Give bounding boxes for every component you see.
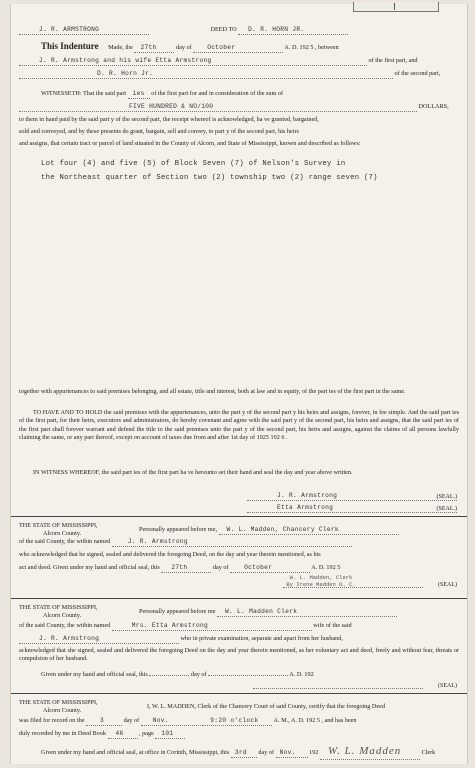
first-part-label: of the first part, and xyxy=(368,57,418,64)
party-two: D. R. Horn Jr. xyxy=(19,70,393,79)
ack1-month: October xyxy=(230,564,310,573)
signature-line-1 xyxy=(247,492,457,501)
ack1-state xyxy=(19,522,98,539)
ack2-husband: J. R. Armstrong xyxy=(19,635,179,644)
party2-line xyxy=(19,70,459,79)
grantee-short: D. R. HORN JR. xyxy=(238,26,348,35)
ack1-officer-line xyxy=(139,526,459,535)
ack2-year: A. D. 192 xyxy=(289,671,314,678)
rec-given-month: Nov. xyxy=(276,749,308,758)
grant-line-2: sold and conveyed, and by these presents do grant, bargain, sell and convey, to part y of the second part, his heirs xyxy=(19,128,299,135)
parties-suffix: ies xyxy=(128,90,150,99)
habendum-clause: TO HAVE AND TO HOLD the said premises with the appurtenances, unto the part y of the second part y his heirs and assigns, forever, in fee simple. And the said part ies of the first part, for their heirs, executors and administrators, do hereby covenant and agree with the said part y of the second part, his heirs and assigns, that the said part ies of the first part shall forever warrant and defend the title to the said premises unto the part y of the second part, his heirs and assigns, against the claims of all persons lawfully claiming the same, or any part thereof, except on account of taxes due from and after 1st day of 1925 192 6 . xyxy=(19,409,459,442)
ack2-day-of: day of xyxy=(190,671,207,678)
ack2-state xyxy=(19,604,98,621)
ack2-private-exam: who in private examination, separate and apart from her husband, xyxy=(180,635,343,642)
deed-year: A. D. 192 5 , between xyxy=(284,44,339,51)
ack1-county-label: Alcorn County. xyxy=(43,530,82,538)
amount-line xyxy=(19,103,459,112)
ack1-seal: (SEAL) xyxy=(438,582,457,588)
rec-am-year: A. M., A. D. 192 5 , and has been xyxy=(273,717,357,724)
ack2-named: Mrs. Etta Armstrong xyxy=(112,622,312,631)
ack2-personally-label: Personally appeared before me xyxy=(139,608,216,615)
ack2-officer-line xyxy=(139,608,459,617)
ack1-of-county: of the said County, the within named xyxy=(19,538,111,545)
grant-line-3: and assigns, that certain tract or parcel of land situated in the County of Alcorn, and State of Mississippi, known and described as follows: xyxy=(19,140,361,147)
consideration-amount: FIVE HUNDRED & NO/100 xyxy=(19,103,417,112)
witnesseth-line xyxy=(19,90,459,99)
ack2-given-line xyxy=(19,671,459,679)
description-line-1: Lot four (4) and five (5) of Block Seven (7) of Nelson's Survey in xyxy=(41,160,346,168)
consideration-text: of the first part for and in consideration of the sum of xyxy=(151,90,284,97)
ack1-day: 27th xyxy=(161,564,211,573)
ack2-text: acknowledged that she signed, sealed and delivered the foregoing Deed on the day and year therein mentioned, as her voluntary act and deed, freely and without fear, threats or compulsion of her husband. xyxy=(19,647,459,663)
rec-month: Nov. xyxy=(141,717,201,726)
rec-time: 9:20 o'clock xyxy=(202,717,272,726)
rec-book: 46 xyxy=(108,730,138,739)
rec-clerk-label: Clerk xyxy=(421,749,436,756)
rec-state-label: THE STATE OF MISSISSIPPI, xyxy=(19,699,98,706)
ack2-given: Given under my hand and official seal, this xyxy=(41,671,148,678)
rec-day: 3 xyxy=(86,717,122,726)
header-line xyxy=(19,26,459,35)
description-line-2: the Northeast quarter of Section two (2) township two (2) range seven (7) xyxy=(41,173,378,182)
ack1-signature-line xyxy=(283,579,423,588)
appurtenances-clause: together with appurtenances to said premises belonging, and all estate, title and interest, both at law and in equity, of the part ies of the first part in the same. xyxy=(19,388,406,395)
witnesseth-label: WITNESSETH: That the said part xyxy=(41,90,127,97)
rec-book-line xyxy=(19,730,459,739)
separator-3 xyxy=(11,693,467,694)
rec-given-year: 192 xyxy=(309,749,319,756)
seal-1: (SEAL.) xyxy=(436,494,457,500)
signature-grantor: J. R. Armstrong xyxy=(277,492,338,499)
ack1-given-line xyxy=(19,564,459,573)
rec-given-day-of: day of xyxy=(258,749,275,756)
rec-filed-line xyxy=(19,717,459,726)
rec-page: 101 xyxy=(155,730,185,739)
day-of-label: day of xyxy=(176,44,192,51)
grant-line-1: to them in hand paid by the said part y of the second part, the receipt whereof is acknowledged, ha ve granted, bargained, xyxy=(19,116,319,123)
deed-day: 27th xyxy=(134,44,174,53)
grantor-short: J. R. ARMSTRONG xyxy=(19,26,149,35)
indenture-label: This Indenture xyxy=(41,41,99,51)
ack1-named: J. R. Armstrong xyxy=(112,538,352,547)
seal-2: (SEAL.) xyxy=(436,506,457,512)
signature-wife: Etta Armstrong xyxy=(277,504,334,511)
rec-given: Given under my hand and official seal, at office in Corinth, Mississippi, this xyxy=(41,749,230,756)
ack1-deputy: By Irene Madden D. C. xyxy=(286,580,356,588)
rec-certify: I, W. L. MADDEN, Clerk of the Chancery Court of said County, certify that the foregoing Deed xyxy=(147,703,385,710)
made-the-label: Made, the xyxy=(108,44,133,51)
rec-page-label: , page xyxy=(139,730,154,737)
indenture-line xyxy=(19,40,459,53)
separator-2 xyxy=(11,598,467,599)
ack2-signature-line xyxy=(253,680,423,689)
deed-month: October xyxy=(193,44,283,53)
top-tab-marker xyxy=(353,2,439,12)
ack2-state-label: THE STATE OF MISSISSIPPI, xyxy=(19,604,98,611)
rec-recorded: duly recorded by me in Deed Book xyxy=(19,730,106,737)
rec-clerk-signature: W. L. Madden xyxy=(320,744,420,760)
ack1-given: act and deed. Given under my hand and official seal, this xyxy=(19,564,160,571)
rec-state xyxy=(19,699,98,716)
rec-given-day: 3rd xyxy=(231,749,257,758)
dollars-label: DOLLARS, xyxy=(418,103,449,110)
rec-given-line xyxy=(19,744,459,760)
witness-clause: IN WITNESS WHEREOF, the said part ies of the first part ha ve hereunto set their hand and seal the day and year above written. xyxy=(33,469,353,476)
rec-county-label: Alcorn County. xyxy=(43,707,82,715)
ack1-day-of: day of xyxy=(212,564,229,571)
signature-line-2 xyxy=(247,504,457,513)
ack2-of-county: of the said County, the within named xyxy=(19,622,111,629)
ack2-officer: W. L. Madden Clerk xyxy=(217,608,397,617)
rec-filed: was filed for record on the xyxy=(19,717,85,724)
deed-to-label: DEED TO xyxy=(210,26,237,33)
ack2-county-label: Alcorn County. xyxy=(43,612,82,620)
ack2-husband-line xyxy=(19,635,459,644)
ack2-wife-of: wife of the said xyxy=(313,622,352,629)
ack1-named-line xyxy=(19,538,459,547)
ack2-named-line xyxy=(19,622,459,631)
ack1-text: who acknowledged that he signed, sealed and delivered the foregoing Deed, on the day and year therein mentioned, as his xyxy=(19,551,321,558)
deed-page xyxy=(10,4,468,764)
ack1-personally-label: Personally appeared before me, xyxy=(139,526,217,533)
ack2-seal: (SEAL) xyxy=(438,683,457,689)
party-one: J. R. Armstrong and his wife Etta Armstrong xyxy=(19,57,367,66)
ack1-officer: W. L. Madden, Chancery Clerk xyxy=(219,526,399,535)
ack1-clerk-name: W. L. Madden, Clerk xyxy=(289,574,353,581)
rec-day-of: day of xyxy=(123,717,140,724)
land-description xyxy=(41,158,447,185)
party1-line xyxy=(19,57,459,66)
ack1-year: A. D. 192 5 xyxy=(311,564,341,571)
separator-1 xyxy=(11,516,467,517)
ack1-state-label: THE STATE OF MISSISSIPPI, xyxy=(19,522,98,529)
second-part-label: of the second part, xyxy=(394,70,441,77)
